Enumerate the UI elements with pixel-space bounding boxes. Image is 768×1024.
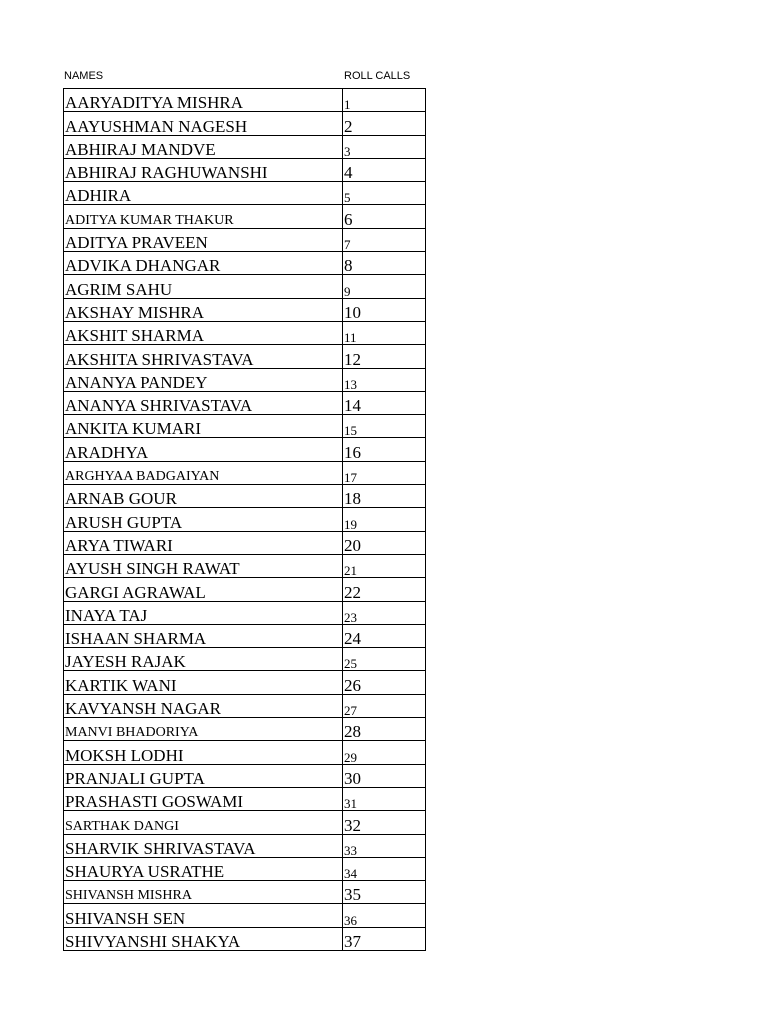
table-row [64,438,426,461]
student-name-cell: PRANJALI GUPTA [64,764,343,787]
table-row [64,624,426,647]
roll-number-cell: 7 [343,228,426,251]
roll-number-cell: 26 [343,671,426,694]
student-name-cell: ADITYA PRAVEEN [64,228,343,251]
student-name-cell: AKSHITA SHRIVASTAVA [64,345,343,368]
student-name-cell: ADITYA KUMAR THAKUR [64,205,343,228]
table-row [64,508,426,531]
table-row [64,485,426,508]
student-name-cell: ARUSH GUPTA [64,508,343,531]
student-name-cell: MOKSH LODHI [64,741,343,764]
table-row [64,904,426,927]
names-header: NAMES [64,70,104,82]
table-row [64,741,426,764]
table-row [64,927,426,950]
roll-number-cell: 25 [343,648,426,671]
student-name-cell: ANANYA SHRIVASTAVA [64,391,343,414]
column-headers [64,70,426,86]
roll-calls-header: ROLL CALLS [344,70,411,82]
roll-number-cell: 23 [343,601,426,624]
student-name-cell: SHIVANSH MISHRA [64,881,343,904]
roll-number-cell: 32 [343,811,426,834]
table-row [64,415,426,438]
roll-number-cell: 15 [343,415,426,438]
table-row [64,112,426,135]
roll-number-cell: 12 [343,345,426,368]
roll-number-cell: 14 [343,391,426,414]
roll-number-cell: 21 [343,554,426,577]
roll-number-cell: 1 [343,89,426,112]
student-name-cell: KARTIK WANI [64,671,343,694]
roll-number-cell: 10 [343,298,426,321]
student-name-cell: ARADHYA [64,438,343,461]
roll-number-cell: 33 [343,834,426,857]
roll-call-table [63,88,426,951]
roll-number-cell: 8 [343,252,426,275]
table-row [64,228,426,251]
roll-number-cell: 9 [343,275,426,298]
student-name-cell: SHIVYANSHI SHAKYA [64,927,343,950]
roll-number-cell: 3 [343,135,426,158]
student-name-cell: ABHIRAJ RAGHUWANSHI [64,158,343,181]
student-name-cell: ARYA TIWARI [64,531,343,554]
student-name-cell: SHAURYA USRATHE [64,857,343,880]
table-row [64,275,426,298]
roll-number-cell: 6 [343,205,426,228]
student-name-cell: AGRIM SAHU [64,275,343,298]
roll-number-cell: 17 [343,461,426,484]
roll-number-cell: 20 [343,531,426,554]
table-row [64,834,426,857]
student-name-cell: AYUSH SINGH RAWAT [64,554,343,577]
roll-number-cell: 18 [343,485,426,508]
table-body [64,89,426,951]
roll-number-cell: 37 [343,927,426,950]
roll-number-cell: 11 [343,321,426,344]
student-name-cell: ANKITA KUMARI [64,415,343,438]
roll-number-cell: 19 [343,508,426,531]
student-name-cell: AARYADITYA MISHRA [64,89,343,112]
table-row [64,787,426,810]
table-row [64,182,426,205]
student-name-cell: AKSHIT SHARMA [64,321,343,344]
table-row [64,461,426,484]
roll-number-cell: 34 [343,857,426,880]
student-name-cell: AAYUSHMAN NAGESH [64,112,343,135]
student-name-cell: ADHIRA [64,182,343,205]
roll-number-cell: 2 [343,112,426,135]
table-row [64,694,426,717]
table-row [64,252,426,275]
student-name-cell: ADVIKA DHANGAR [64,252,343,275]
student-name-cell: PRASHASTI GOSWAMI [64,787,343,810]
student-name-cell: SHIVANSH SEN [64,904,343,927]
table-row [64,158,426,181]
table-row [64,135,426,158]
student-name-cell: SHARVIK SHRIVASTAVA [64,834,343,857]
student-name-cell: KAVYANSH NAGAR [64,694,343,717]
student-name-cell: ARGHYAA BADGAIYAN [64,461,343,484]
table-row [64,648,426,671]
table-row [64,298,426,321]
roll-number-cell: 16 [343,438,426,461]
table-row [64,368,426,391]
roll-number-cell: 27 [343,694,426,717]
table-row [64,531,426,554]
table-row [64,811,426,834]
table-row [64,345,426,368]
roll-number-cell: 22 [343,578,426,601]
student-name-cell: ARNAB GOUR [64,485,343,508]
table-row [64,718,426,741]
student-name-cell: INAYA TAJ [64,601,343,624]
student-name-cell: MANVI BHADORIYA [64,718,343,741]
roll-number-cell: 13 [343,368,426,391]
roll-number-cell: 35 [343,881,426,904]
roll-number-cell: 4 [343,158,426,181]
student-name-cell: GARGI AGRAWAL [64,578,343,601]
table-row [64,554,426,577]
roll-number-cell: 31 [343,787,426,810]
student-name-cell: ISHAAN SHARMA [64,624,343,647]
table-row [64,205,426,228]
table-row [64,391,426,414]
student-name-cell: AKSHAY MISHRA [64,298,343,321]
student-name-cell: ANANYA PANDEY [64,368,343,391]
roll-number-cell: 5 [343,182,426,205]
table-row [64,881,426,904]
roll-number-cell: 28 [343,718,426,741]
roll-number-cell: 24 [343,624,426,647]
table-row [64,764,426,787]
student-name-cell: SARTHAK DANGI [64,811,343,834]
table-row [64,857,426,880]
table-row [64,578,426,601]
table-row [64,601,426,624]
student-name-cell: JAYESH RAJAK [64,648,343,671]
table-row [64,89,426,112]
roll-number-cell: 29 [343,741,426,764]
roll-number-cell: 36 [343,904,426,927]
roll-number-cell: 30 [343,764,426,787]
table-row [64,671,426,694]
student-name-cell: ABHIRAJ MANDVE [64,135,343,158]
table-row [64,321,426,344]
